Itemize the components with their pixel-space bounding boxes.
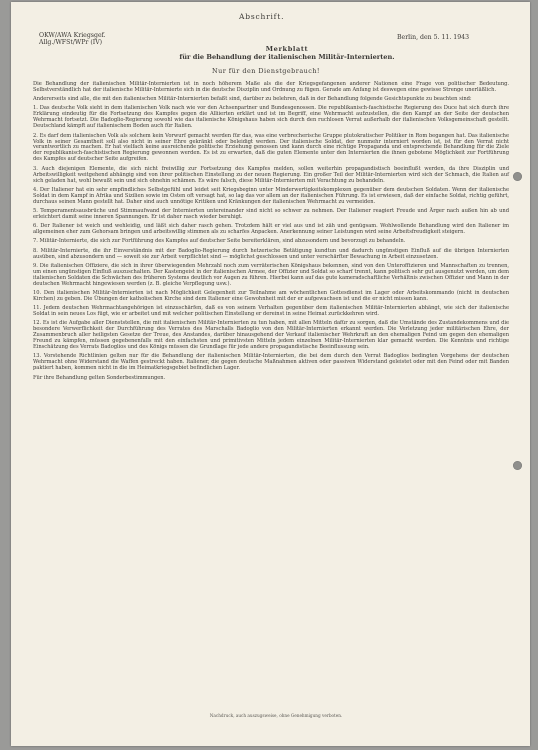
body-paragraph: 12. Es ist die Aufgabe aller Dienststellen, die mit italienischen Militär-Internierten zu tun haben, mit allen Mitteln dafür zu sorgen, daß die Umstände des Zustandekommens und die besondere Verwerflichkeit der Durchführung des Verrates des Marschalls Badoglio von den Militär-Internierten erkannt werden. Die Verletzung jeder militärischen Ehre, der Zusammenbruch aller heiligsten Gesetze der Treue, des Anstandes, darüber hinausgehend der Verkauf italienischer Wehrkraft an den ehemaligen Feind um gegen den ehemaligen Freund zu kämpfen, müssen gegebenenfalls mit den einfachsten und primitivsten Mitteln jedem einzelnen Militär-Internierten klar gemacht werden. Die Kenntnis und richtige Einschätzung des Verrats Badoglios und des Königs müssen die Grundlage für jede andere propagandistische Beeinflussung sein. (33, 320, 509, 351)
body-paragraph: 3. Auch diejenigen Elemente, die sich nicht freiwillig zur Fortsetzung des Kampfes melden, sollen weiterhin propagandistisch beeinflußt werden, da ihre Disziplin und Arbeitswilligkeit weitgehend abhängig sind von ihrer politischen Einstellung zu der neuen Regierung. Ein großer Teil der Militär-Internierten wird sich der Schmach, die Italien auf sich geladen hat, wohl bewußt sein und sich ohnehin schämen. Es wäre falsch, diese Militär-Internierten mit Verachtung zu behandeln. (33, 165, 509, 184)
sender-line: Allg./WFSt/WPr (IV) (39, 39, 103, 47)
date-line: Berlin, den 5. 11. 1943 (397, 34, 470, 41)
body-paragraph: 2. Es darf dem italienischen Volk als solchem kein Vorwurf gemacht werden für das, was eine verbrecherische Gruppe plutokratischer Politiker in Rom begangen hat. Das italienische Volk in seiner Gesamtheit soll also nicht in seiner Ehre gekränkt oder beleidigt werden. Der italienische Soldat, der nunmehr interniert worden ist, ist für den Verrat nicht verantwortlich zu machen. Er hat vielfach keine ausreichende politische Erziehung genossen und kann durch eine richtige Propaganda und entsprechende Behandlung für die Ziele der republikanisch-faschistischen Regierung gewonnen werden. Es ist zu erwarten, daß die guten Elemente unter den Internierten die ihnen gebotene Möglichkeit zur Fortführung des Kampfes auf deutscher Seite aufgreifen. (33, 132, 509, 163)
sender-line: OKW/AWA Kriegsgef. (39, 32, 106, 39)
body-paragraph: 11. Jedem deutschen Wehrmachtangehörigen ist einzuschärfen, daß es von seinem Verhalten gegenüber dem italienischen Militär-Internierten abhängt, wie sich der italienische Soldat in sein neues Los fügt, wie er arbeitet und mit welcher politischen Einstellung er dereinst in seine Heimat zurückkehren wird. (33, 305, 509, 318)
body-paragraph: 4. Der Italiener hat ein sehr empfindliches Selbstgefühl und leidet seit Kriegsbeginn unter Minderwertigkeitskomplexen gegenüber dem deutschen Soldaten. Wenn der italienische Soldat in dem Kampf in Afrika und Sizilien sowie im Osten oft versagt hat, so lag das vor allem an der italienischen Führung. Es ist erwiesen, daß der einfache Soldat, richtig geführt, durchaus seinen Mann gestellt hat. Daher sind auch unnötige Kritiken und Kränkungen der italienischen Wehrmacht zu vermeiden. (33, 186, 509, 205)
title-line: für die Behandlung der italienischen Militär-Internierten. (179, 53, 395, 61)
body-paragraph: 9. Die italienischen Offiziere, die sich in ihrer überwiegenden Mehrzahl noch zum verräterischen Königshaus bekennen, sind von den Unteroffizieren und Mannschaften zu trennen, um einen ungünstigen Einfluß auszuschalten. Der Kastengeist in der italienischen Armee, der Offizier und Soldat so scharf trennt, kann politisch sehr gut ausgenutzt werden, um dem italienischen Soldaten die Schwächen des früheren Systems deutlich vor Augen zu führen. Hierbei kann auf das gute kameradschaftliche Verhältnis zwischen Offizier und Mann in der deutschen Wehrmacht hingewiesen werden (z. B. gleiche Verpflegung usw.). (33, 262, 509, 287)
sender-block (39, 32, 106, 46)
body-paragraph: Die Behandlung der italienischen Militär-Internierten ist in noch höherem Maße als die der Kriegsgefangenen anderer Nationen eine Frage von politischer Bedeutung. Selbstverständlich hat der italienische Militär-Internierte sich in die deutsche Disziplin und Ordnung zu fügen. Gerade am Anfang ist deswegen eine gewisse Strenge unerläßlich. (33, 81, 509, 93)
copy-heading: Abschrift. (239, 12, 285, 21)
body-paragraph: Für ihre Behandlung gelten Sonderbestimmungen. (33, 374, 166, 381)
document-sheet (11, 2, 530, 746)
body-paragraph: Andererseits sind alle, die mit den italienischen Militär-Internierten befaßt sind, darüber zu belehren, daß in der Behandlung folgende Gesichtspunkte zu beachten sind: (33, 96, 472, 103)
body-paragraph: 5. Temperamentsausbrüche und Stimmaufwand der Internierten untereinander sind nicht so schwer zu nehmen. Der Italiener reagiert Freude und Ärger nach außen hin ab und erleichtert damit seine inneren Spannungen. Er ist daher rasch wieder beruhigt. (33, 207, 509, 220)
restriction-notice: Nur für den Dienstgebrauch! (212, 67, 321, 75)
footer-notice: Nachdruck, auch auszugsweise, ohne Genehmigung verboten. (209, 713, 343, 718)
body-paragraph: 10. Den italienischen Militär-Internierten ist nach Möglichkeit Gelegenheit zur Teilnahme am wöchentlichen Gottesdienst im Lager oder Arbeitskommando (nicht in deutschen Kirchen) zu geben. Die Übungen der katholischen Kirche sind dem Italiener eine Gewohnheit mit der er aufgewachsen ist und die er nicht missen kann. (33, 289, 509, 302)
body-paragraph: 1. Das deutsche Volk sieht in dem italienischen Volk nach wie vor den Achsenpartner und Bundesgenossen. Die republikanisch-faschistische Regierung des Duce hat sich durch ihre Erklärung eindeutig für die Fortsetzung des Kampfes gegen die Alliierten erklärt und ist im Begriff, eine Wehrmacht aufzustellen, die den Kampf an der Seite der deutschen Wehrmacht fortsetzt. Die Badoglio-Regierung sowohl wie das italienische Königshaus haben sich durch den ruchlosen Verrat außerhalb der italienischen Volksgemeinschaft gestellt. Deutschland kämpft auf italienischem Boden auch für Italien. (33, 105, 509, 130)
punch-hole-bottom (513, 461, 522, 470)
body-paragraph: 13. Vorstehende Richtlinien gelten nur für die Behandlung der italienischen Militär-Internierten, die bei dem durch den Verrat Badoglios bedingten Vorgehens der deutschen Wehrmacht ohne Widerstand die Waffen gestreckt haben. Italiener, die gegen deutsche Maßnahmen aktiven oder passiven Widerstand geleistet oder mit den Feind oder mit Banden paktiert haben, kommen nicht in die im Heimatkriegsgebiet befindlichen Lager. (33, 353, 509, 372)
document-body (33, 82, 509, 385)
body-paragraph: 8. Militär-Internierte, die ihr Einverständnis mit der Badoglio-Regierung durch hetzerische Betätigung kundtun und dadurch ungünstigen Einfluß auf die übrigen Internierten ausüben, sind abzusondern und — soweit sie zur Arbeit verpflichtet sind — möglichst geschlossen und unter verschärfter Bewachung in Arbeit einzusetzen. (33, 247, 509, 260)
title-line: Merkblatt (265, 45, 309, 53)
punch-hole-top (513, 172, 522, 181)
body-paragraph: 6. Der Italiener ist weich und wehleidig, und läßt sich daher rasch gehen. Trotzdem hält er viel aus und ist zäh und genügsam. Wohlwollende Behandlung wird den Italiener im allgemeinen eher zum Gehorsam bringen und arbeitswillig stimmen als zu scharfes Anpacken. Anerkennung seiner Leistungen wird seine Arbeitsfreudigkeit steigern. (33, 223, 509, 236)
body-paragraph: 7. Militär-Internierte, die sich zur Fortführung des Kampfes auf deutscher Seite bereiterklären, sind abzusondern und bevorzugt zu behandeln. (33, 238, 406, 245)
document-title (177, 45, 397, 61)
